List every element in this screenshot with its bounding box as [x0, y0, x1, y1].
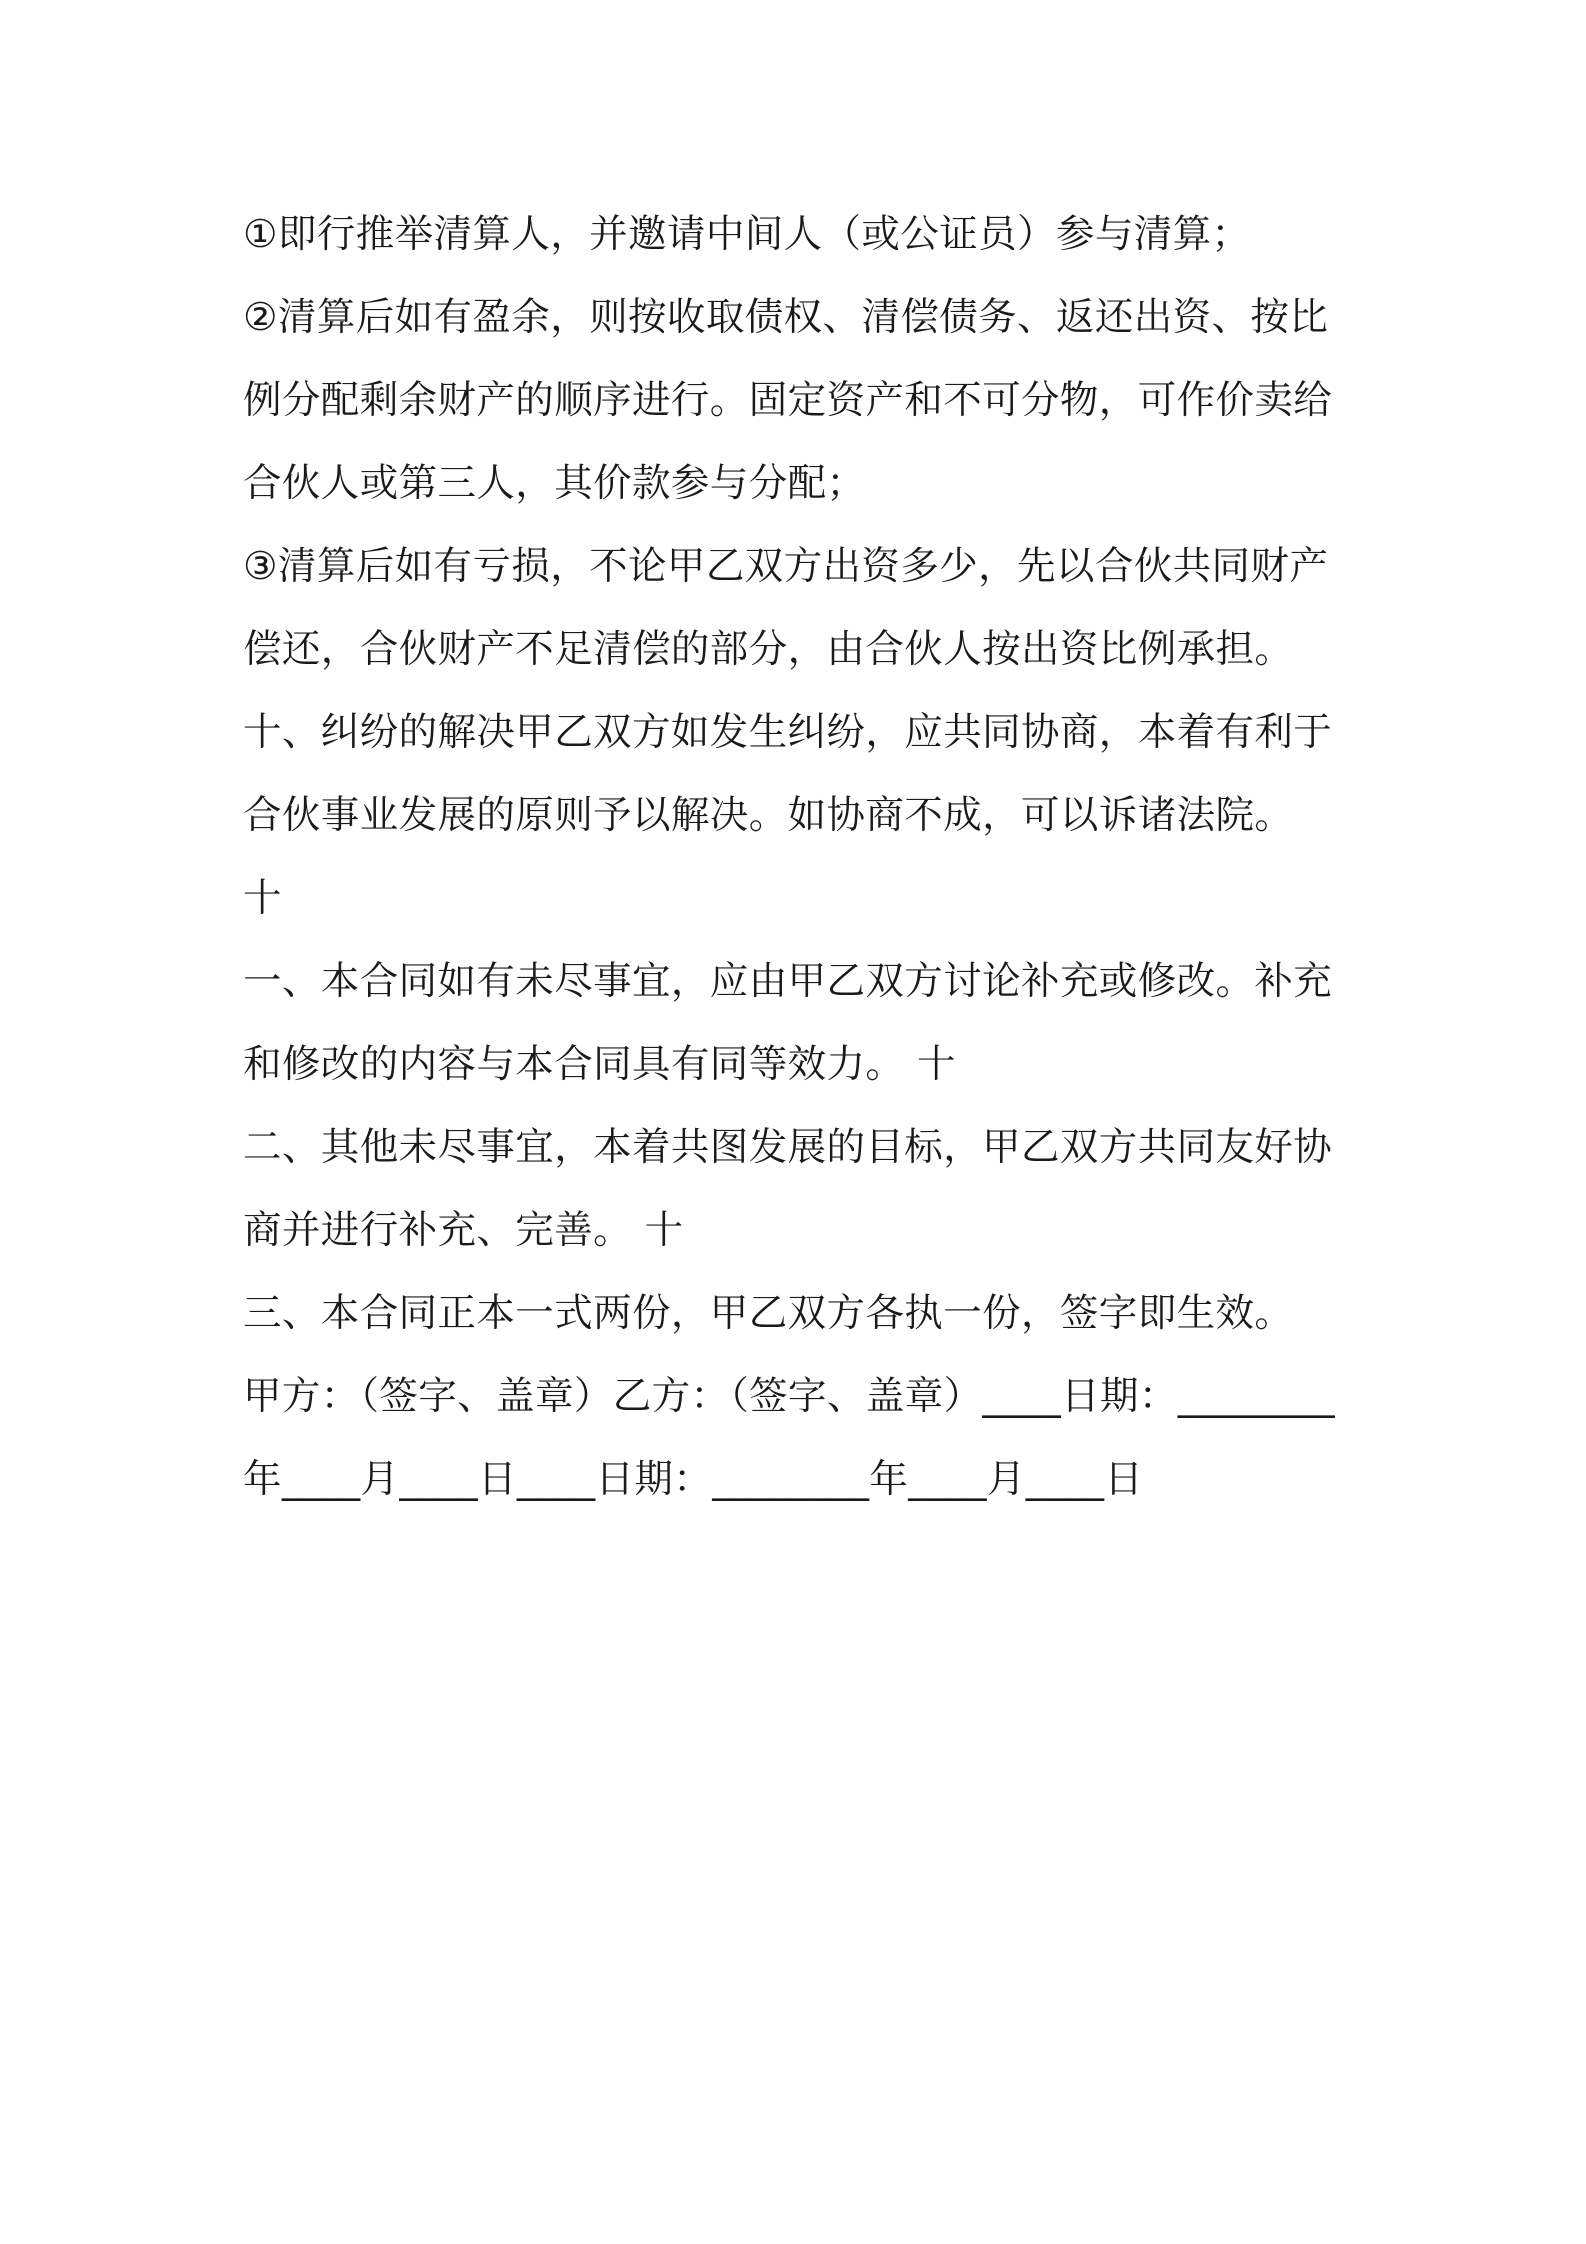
clause-liquidation-step-3-line-1: ③清算后如有亏损，不论甲乙双方出资多少，先以合伙共同财产	[243, 544, 1329, 589]
signature-line-2: 年____月____日____日期：________年____月____日	[243, 1457, 1144, 1502]
signature-line-1: 甲方：（签字、盖章）乙方：（签字、盖章）____日期：________	[243, 1374, 1336, 1419]
clause-12-line-2: 商并进行补充、完善。 十	[243, 1208, 684, 1253]
clause-11-line-1: 一、本合同如有未尽事宜，应由甲乙双方讨论补充或修改。补充	[243, 959, 1333, 1004]
clause-11-heading: 十	[243, 876, 282, 921]
clause-10-dispute-line-2: 合伙事业发展的原则予以解决。如协商不成，可以诉诸法院。	[243, 793, 1294, 838]
clause-liquidation-step-2-line-1: ②清算后如有盈余，则按收取债权、清偿债务、返还出资、按比	[243, 295, 1329, 340]
clause-12-line-1: 二、其他未尽事宜，本着共图发展的目标，甲乙双方共同友好协	[243, 1125, 1333, 1170]
clause-liquidation-step-2-line-2: 例分配剩余财产的顺序进行。固定资产和不可分物，可作价卖给	[243, 378, 1333, 423]
clause-liquidation-step-2-line-3: 合伙人或第三人，其价款参与分配；	[243, 461, 866, 506]
clause-10-dispute-line-1: 十、纠纷的解决甲乙双方如发生纠纷，应共同协商，本着有利于	[243, 710, 1333, 755]
clause-liquidation-step-1: ①即行推举清算人，并邀请中间人（或公证员）参与清算；	[243, 212, 1251, 257]
clause-13-line: 三、本合同正本一式两份，甲乙双方各执一份，签字即生效。	[243, 1291, 1294, 1336]
contract-text-body	[243, 193, 1363, 1521]
clause-11-line-2: 和修改的内容与本合同具有同等效力。 十	[243, 1042, 956, 1087]
clause-liquidation-step-3-line-2: 偿还，合伙财产不足清偿的部分，由合伙人按出资比例承担。	[243, 627, 1294, 672]
